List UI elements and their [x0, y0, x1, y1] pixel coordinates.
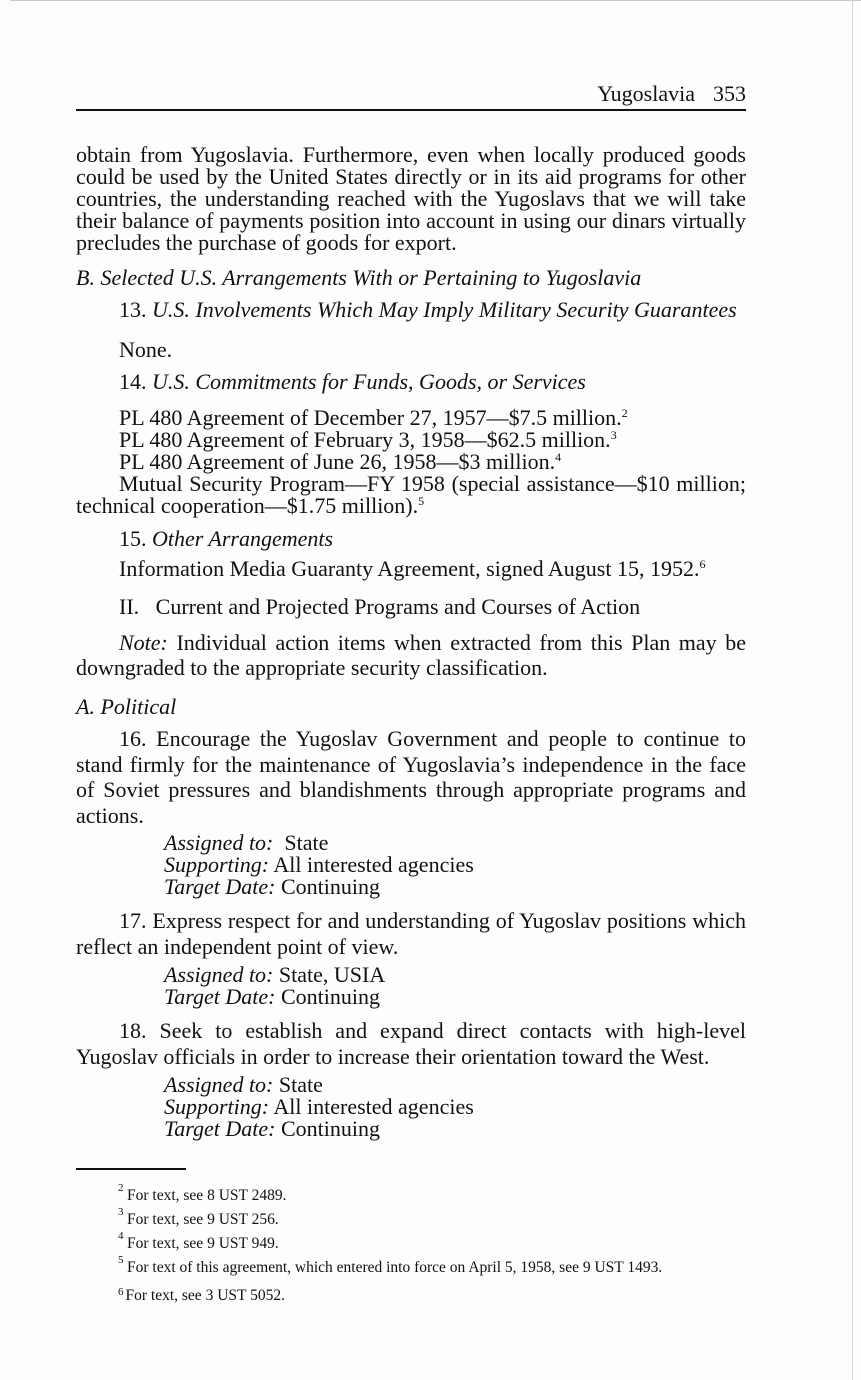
footnote — [118, 1280, 758, 1304]
info-media-text: Information Media Guaranty Agreement, signed August 15, 1952. — [119, 555, 700, 581]
assignment-label: Supporting: — [164, 852, 270, 877]
assignment-line — [76, 832, 746, 854]
pl480-item-text: PL 480 Agreement of February 3, 1958—$62.5 million. — [119, 427, 611, 452]
assignment-line — [76, 1118, 746, 1140]
assignment-value: All interested agencies — [269, 852, 474, 877]
footnote-number: 5 — [118, 1254, 124, 1266]
footnote-number: 2 — [118, 1182, 124, 1194]
heading-14-number: 14. — [119, 368, 152, 394]
assignment-line — [76, 876, 746, 898]
page-number: 353 — [713, 81, 746, 106]
footnote — [118, 1208, 758, 1232]
msp-item — [76, 473, 746, 517]
none-text: None. — [119, 337, 173, 362]
assignment-line — [76, 964, 746, 986]
heading-15-number: 15. — [119, 526, 152, 551]
heading-14-title: U.S. Commitments for Funds, Goods, or Services — [152, 368, 586, 394]
note-paragraph — [76, 630, 746, 681]
assignment-label: Target Date: — [164, 1116, 276, 1141]
running-head — [76, 80, 746, 108]
heading-15 — [76, 526, 746, 552]
footnote-text: For text, see 3 UST 5052. — [125, 1287, 285, 1304]
running-head-title: Yugoslavia — [597, 81, 695, 106]
note-text: Individual action items when extracted from this Plan may be downgraded to the appropriate security classification. — [76, 629, 746, 680]
main-text — [76, 144, 746, 1140]
assignment-label: Assigned to: — [164, 962, 274, 987]
footnote-text: For text, see 8 UST 2489. — [127, 1187, 287, 1204]
section-ii-heading: II. Current and Projected Programs and Courses of Action — [119, 594, 641, 619]
assignment-line — [76, 986, 746, 1008]
heading-15-title: Other Arrangements — [152, 526, 334, 551]
assignment-label: Assigned to: — [164, 1072, 274, 1097]
footnote-rule — [76, 1168, 186, 1170]
note-label: Note: — [119, 629, 168, 655]
assignment-label: Assigned to: — [164, 830, 274, 855]
footnote-number: 4 — [118, 1230, 124, 1242]
item-17: 17. Express respect for and understanding of Yugoslav positions which reflect an independent point of view. — [76, 908, 746, 959]
footnote-number: 6 — [118, 1286, 124, 1298]
pl480-item — [76, 407, 746, 429]
header-rule — [76, 109, 746, 111]
info-media-item — [76, 556, 746, 582]
commitments-list — [76, 407, 746, 517]
assignment-value: State — [273, 1072, 323, 1097]
assignment-value: Continuing — [275, 984, 380, 1009]
footnote-text: For text, see 9 UST 256. — [127, 1211, 279, 1228]
pl480-item-text: PL 480 Agreement of December 27, 1957—$7.5 million. — [119, 405, 622, 430]
footnote — [118, 1184, 758, 1208]
item-18: 18. Seek to establish and expand direct contacts with high-level Yugoslav officials in order to increase their orientation toward the West. — [76, 1018, 746, 1069]
assignment-18 — [76, 1074, 746, 1140]
assignment-line — [76, 1074, 746, 1096]
assignment-16 — [76, 832, 746, 898]
assignment-value: State, USIA — [273, 962, 386, 987]
footnote-text: For text, see 9 UST 949. — [127, 1235, 279, 1252]
msp-item-text: Mutual Security Program—FY 1958 (special assistance—$10 million; technical cooperation—$1.75 million). — [76, 471, 746, 518]
assignment-value: All interested agencies — [269, 1094, 474, 1119]
footnote-number: 3 — [118, 1206, 124, 1218]
section-b-heading: B. Selected U.S. Arrangements With or Pertaining to Yugoslavia — [76, 265, 642, 290]
assignment-value: Continuing — [275, 874, 380, 899]
item-16: 16. Encourage the Yugoslav Government and people to continue to stand firmly for the maintenance of Yugoslavia’s independence in the face of Soviet pressures and blandishments through appropriate programs and actions. — [76, 726, 746, 828]
assignment-line — [76, 854, 746, 876]
assignment-label: Target Date: — [164, 874, 276, 899]
footnote — [118, 1256, 758, 1280]
assignment-17 — [76, 964, 746, 1008]
assignment-line — [76, 1096, 746, 1118]
page-edge-right — [852, 0, 853, 1380]
footnote-ref: 4 — [555, 450, 562, 464]
footnote-ref: 3 — [610, 428, 617, 442]
section-a-heading: A. Political — [76, 693, 177, 719]
assignment-label: Supporting: — [164, 1094, 270, 1119]
pl480-item-text: PL 480 Agreement of June 26, 1958—$3 million. — [119, 449, 556, 474]
footnote-text: For text of this agreement, which entered into force on April 5, 1958, see 9 UST 1493. — [127, 1259, 663, 1276]
assignment-value: State — [273, 830, 329, 855]
assignment-value: Continuing — [275, 1116, 380, 1141]
heading-13-title: U.S. Involvements Which May Imply Military Security Guarantees — [152, 296, 737, 322]
footnote-ref: 6 — [699, 556, 706, 571]
footnotes — [118, 1184, 758, 1304]
heading-13-number: 13. — [119, 296, 152, 322]
heading-14 — [76, 369, 746, 395]
footnote-ref: 2 — [621, 406, 628, 420]
paragraph-intro: obtain from Yugoslavia. Furthermore, even when locally produced goods could be used by the United States directly or in its aid programs for other countries, the understanding reached with the Yugoslavs that we will take their balance of payments position into account in using our dinars virtually precludes the purchase of goods for export. — [76, 142, 746, 255]
footnote — [118, 1232, 758, 1256]
pl480-item — [76, 451, 746, 473]
assignment-label: Target Date: — [164, 984, 276, 1009]
heading-13 — [76, 297, 746, 323]
footnote-ref: 5 — [418, 494, 425, 508]
pl480-item — [76, 429, 746, 451]
page-edge-top — [10, 0, 861, 1]
